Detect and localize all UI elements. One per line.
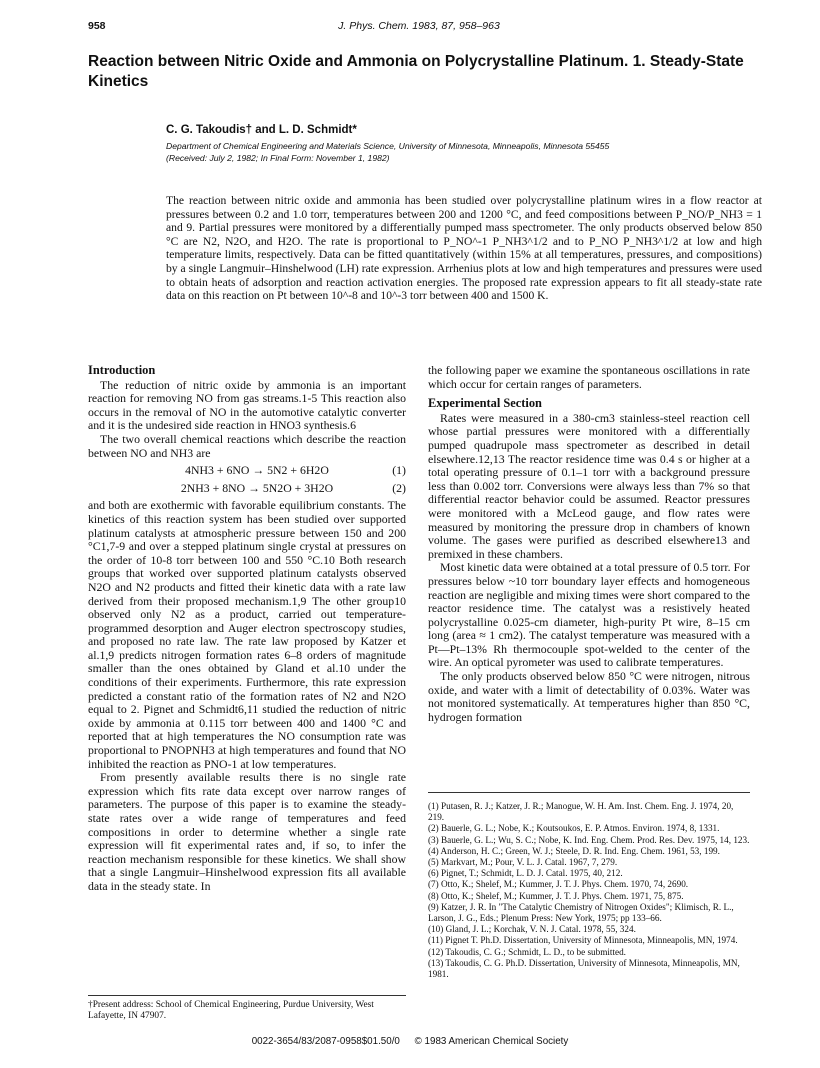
reference-item: (8) Otto, K.; Shelef, M.; Kummer, J. T. J. Phys. Chem. 1971, 75, 875. (428, 890, 684, 901)
reference-item: (11) Pignet T. Ph.D. Dissertation, University of Minnesota, Minneapolis, MN, 1974. (428, 935, 738, 946)
reference-item: (2) Bauerle, G. L.; Nobe, K.; Koutsoukos, E. P. Atmos. Environ. 1974, 8, 1331. (428, 823, 720, 834)
reference-item: (12) Takoudis, C. G.; Schmidt, L. D., to be submitted. (428, 946, 626, 957)
paragraph: From presently available results there is no single rate expression which fits rate data except over narrow ranges of parameters. The purpose of this paper is to examine the steady-state rates over a wide range of temperatures and feed compositions in order to determine whether a single rate expression will fit experimental rates and, if so, to infer the reaction mechanism responsible for these kinetics. We shall show that a single Langmuir–Hinshelwood expression fits all available data in the steady state. In (88, 770, 406, 893)
page-number: 958 (88, 20, 106, 32)
reference-item: (4) Anderson, H. C.; Green, W. J.; Steele, D. R. Ind. Eng. Chem. 1961, 53, 199. (428, 845, 720, 856)
reference-item: (9) Katzer, J. R. In "The Catalytic Chemistry of Nitrogen Oxides"; Klimisch, R. L., Larson, J. G., Eds.; Plenum Press: New York, 1975; pp 133–66. (428, 901, 734, 924)
reference-item: (5) Markvart, M.; Pour, V. L. J. Catal. 1967, 7, 279. (428, 857, 618, 868)
right-column (428, 364, 750, 724)
section-heading-introduction: Introduction (88, 363, 156, 377)
affiliation: Department of Chemical Engineering and Materials Science, University of Minnesota, Minneapolis, Minnesota 55455 (166, 141, 610, 151)
reference-item: (3) Bauerle, G. L.; Wu, S. C.; Nobe, K. Ind. Eng. Chem. Prod. Res. Dev. 1975, 14, 123. (428, 834, 750, 845)
paragraph: Rates were measured in a 380-cm3 stainless-steel reaction cell whose partial pressures were monitored with a differentially pumped quadrupole mass spectrometer as described in detail elsewhere.12,13 The reactor residence time was 0.4 s or higher at a total operating pressure of 0.1–1 torr with a background pressure less than 0.002 torr. Conversions were always less than 7% so that differential reactor behavior could be assumed. Reactor pressures were monitored with a McLeod gauge, and flow rates were measured by monitoring the pressure drop in chambers of known volume. The gases were purified as described elsewhere13 and premixed in these chambers. (428, 410, 750, 561)
section-heading-experimental: Experimental Section (428, 396, 542, 411)
paragraph: The only products observed below 850 °C were nitrogen, nitrous oxide, and water with a limit of detectability of 0.03%. Water was not monitored systematically. At temperatures higher than 850 °C, hydrogen formation (428, 669, 750, 724)
left-column (88, 364, 406, 894)
paragraph: The reduction of nitric oxide by ammonia is an important reaction for removing NO from gas streams.1-5 This reaction also occurs in the removal of NO in the automotive catalytic converter and it is the undesired side reaction in HNO3 synthesis.6 (88, 377, 406, 433)
equation-text: 4NH3 + 6NO → 5N2 + 6H2O (185, 463, 329, 478)
journal-citation: J. Phys. Chem. 1983, 87, 958–963 (338, 20, 500, 32)
reference-item: (10) Gland, J. L.; Korchak, V. N. J. Catal. 1978, 55, 324. (428, 924, 636, 935)
reference-item: (6) Pignet, T.; Schmidt, L. D. J. Catal. 1975, 40, 212. (428, 868, 623, 879)
reference-item: (1) Putasen, R. J.; Katzer, J. R.; Manogue, W. H. Am. Inst. Chem. Eng. J. 1974, 20, 219. (428, 801, 734, 823)
affiliation-block (166, 140, 766, 164)
author-footnote: †Present address: School of Chemical Engineering, Purdue University, West Lafayette, IN 47907. (88, 995, 406, 1023)
copyright: © 1983 American Chemical Society (414, 1036, 569, 1047)
page-header (88, 20, 750, 36)
reference-item: (7) Otto, K.; Shelef, M.; Kummer, J. T. J. Phys. Chem. 1970, 74, 2690. (428, 879, 689, 890)
equation-text: 2NH3 + 8NO → 5N2O + 3H2O (180, 480, 334, 495)
equation-number: (2) (392, 480, 406, 495)
article-title: Reaction between Nitric Oxide and Ammonia on Polycrystalline Platinum. 1. Steady-State Kinetics (88, 53, 744, 90)
equation-2 (88, 482, 406, 496)
references (428, 792, 750, 980)
paragraph: Most kinetic data were obtained at a total pressure of 0.5 torr. For pressures below ~10 torr boundary layer effects and homogeneous reaction are negligible and mixing times were short compared to the reactor residence time. The catalyst was a resistively heated polycrystalline 0.025-cm diameter, high-purity Pt wire, 8–15 cm long (area ≈ 1 cm2). The catalyst temperature was measured with a Pt—Pt–13% Rh thermocouple spot-welded to the center of the wire. An optical pyrometer was used to calibrate temperatures. (428, 560, 750, 670)
authors: C. G. Takoudis† and L. D. Schmidt* (166, 124, 357, 136)
paragraph: the following paper we examine the spontaneous oscillations in rate which occur for certain ranges of parameters. (428, 363, 750, 391)
equation-1 (88, 464, 406, 478)
equation-number: (1) (392, 463, 406, 478)
article-code: 0022-3654/83/2087-0958$01.50/0 (251, 1036, 400, 1047)
abstract: The reaction between nitric oxide and ammonia has been studied over polycrystalline platinum wires in a flow reactor at pressures between 0.2 and 1.0 torr, temperatures between 200 and 1200 °C, and feed compositions between P_NO/P_NH3 = 1 and 9. Partial pressures were monitored by a differentially pumped mass spectrometer. The only products observed below 850 °C are N2, N2O, and H2O. The rate is proportional to P_NO^-1 P_NH3^1/2 and to P_NO P_NH3^1/2 at low and high temperature limits, respectively. Data can be fitted quantitatively (within 15% at all temperatures, pressures, and compositions) by a single Langmuir–Hinshelwood (LH) rate expression. Arrhenius plots at low and high temperatures and pressures were used to obtain heats of adsorption and reaction activation energies. The proposed rate expression appears to fit all steady-state rate data on this reaction on Pt between 10^-8 and 10^-3 torr between 400 and 1500 K. (166, 194, 762, 303)
received-dates: (Received: July 2, 1982; In Final Form: November 1, 1982) (166, 153, 390, 163)
reference-item: (13) Takoudis, C. G. Ph.D. Dissertation, University of Minnesota, Minneapolis, MN, 1981. (428, 957, 740, 980)
paragraph: and both are exothermic with favorable equilibrium constants. The kinetics of this reaction system has been studied over supported platinum catalysts at atmospheric pressure between 150 and 200 °C1,7-9 and over a stepped platinum single crystal at pressures on the order of 10-8 torr between 100 and 550 °C.10 Both research groups that worked over supported platinum catalysts observed N2O and N2 products and fitted their kinetic data with a rate law derived from their proposed mechanism.1,9 The other group10 observed only N2 as a product, carried out temperature-programmed desorption and Auger electron spectroscopy studies, and proposed no rate law. The rate law proposed by Katzer et al.1,9 predicts nitrogen formation rates 6–8 orders of magnitude smaller than the ones obtained by Gland et al.10 under the conditions of their experiments. Furthermore, this rate expression predicted a constant ratio of the formation rates of N2 and N2O equal to 2. Pignet and Schmidt6,11 studied the reduction of nitric oxide by ammonia at 0.115 torr between 400 and 1400 °C and reported that at high temperatures the NO consumption rate was proportional to PNOPNH3 at high temperatures and found that NO inhibited the reaction as PNO-1 at low temperatures. (88, 498, 406, 771)
paragraph: The two overall chemical reactions which describe the reaction between NO and NH3 are (88, 431, 406, 460)
page-footer (0, 1036, 820, 1047)
